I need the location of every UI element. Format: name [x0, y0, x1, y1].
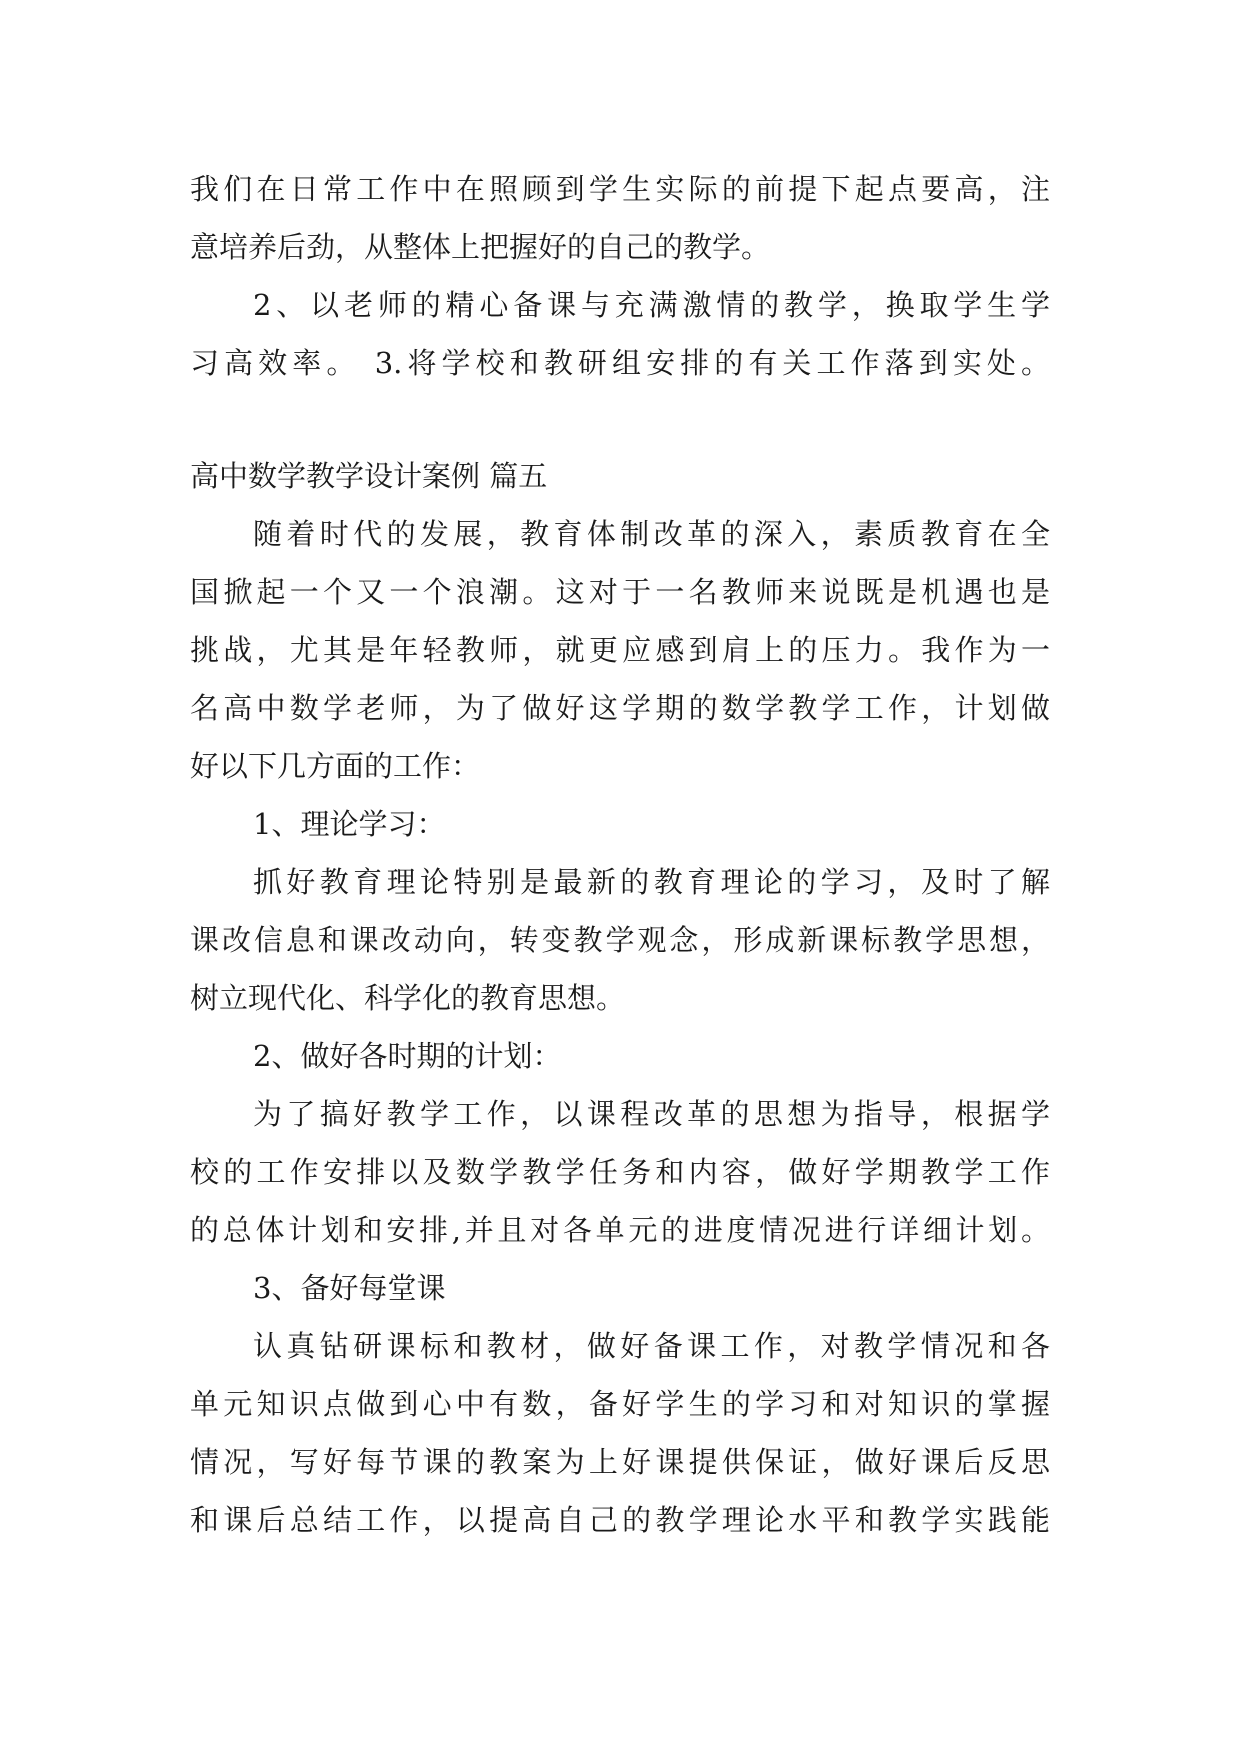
list-item-heading: 3、备好每堂课 [253, 1271, 446, 1305]
paragraph-line: 和课后总结工作，以提高自己的教学理论水平和教学实践能 [190, 1503, 1050, 1537]
paragraph-line: 单元知识点做到心中有数，备好学生的学习和对知识的掌握 [190, 1387, 1050, 1421]
paragraph-line: 2、以老师的精心备课与充满激情的教学，换取学生学 [253, 288, 1050, 322]
paragraph-line: 挑战，尤其是年轻教师，就更应感到肩上的压力。我作为一 [190, 633, 1050, 667]
paragraph-line: 课改信息和课改动向，转变教学观念，形成新课标教学思想， [190, 923, 1050, 957]
paragraph-line: 国掀起一个又一个浪潮。这对于一名教师来说既是机遇也是 [190, 575, 1050, 609]
paragraph-line: 树立现代化、科学化的教育思想。 [190, 981, 626, 1015]
paragraph-line: 认真钻研课标和教材，做好备课工作，对教学情况和各 [253, 1329, 1050, 1363]
paragraph-line: 的总体计划和安排,并且对各单元的进度情况进行详细计划。 [190, 1213, 1050, 1247]
list-item-heading: 1、理论学习： [253, 807, 446, 841]
paragraph-line: 我们在日常工作中在照顾到学生实际的前提下起点要高，注 [190, 172, 1050, 206]
paragraph-line: 情况，写好每节课的教案为上好课提供保证，做好课后反思 [190, 1445, 1050, 1479]
section-heading: 高中数学教学设计案例 篇五 [190, 459, 548, 493]
paragraph-line: 为了搞好教学工作，以课程改革的思想为指导，根据学 [253, 1097, 1050, 1131]
paragraph-line: 抓好教育理论特别是最新的教育理论的学习，及时了解 [253, 865, 1050, 899]
paragraph-line: 随着时代的发展，教育体制改革的深入，素质教育在全 [253, 517, 1050, 551]
paragraph-line: 好以下几方面的工作： [190, 749, 481, 783]
list-item-heading: 2、做好各时期的计划： [253, 1039, 562, 1073]
paragraph-line: 意培养后劲，从整体上把握好的自己的教学。 [190, 230, 771, 264]
paragraph-line: 名高中数学老师，为了做好这学期的数学教学工作，计划做 [190, 691, 1050, 725]
paragraph-line: 习高效率。 3.将学校和教研组安排的有关工作落到实处。 [190, 346, 1050, 380]
paragraph-line: 校的工作安排以及数学教学任务和内容，做好学期教学工作 [190, 1155, 1050, 1189]
